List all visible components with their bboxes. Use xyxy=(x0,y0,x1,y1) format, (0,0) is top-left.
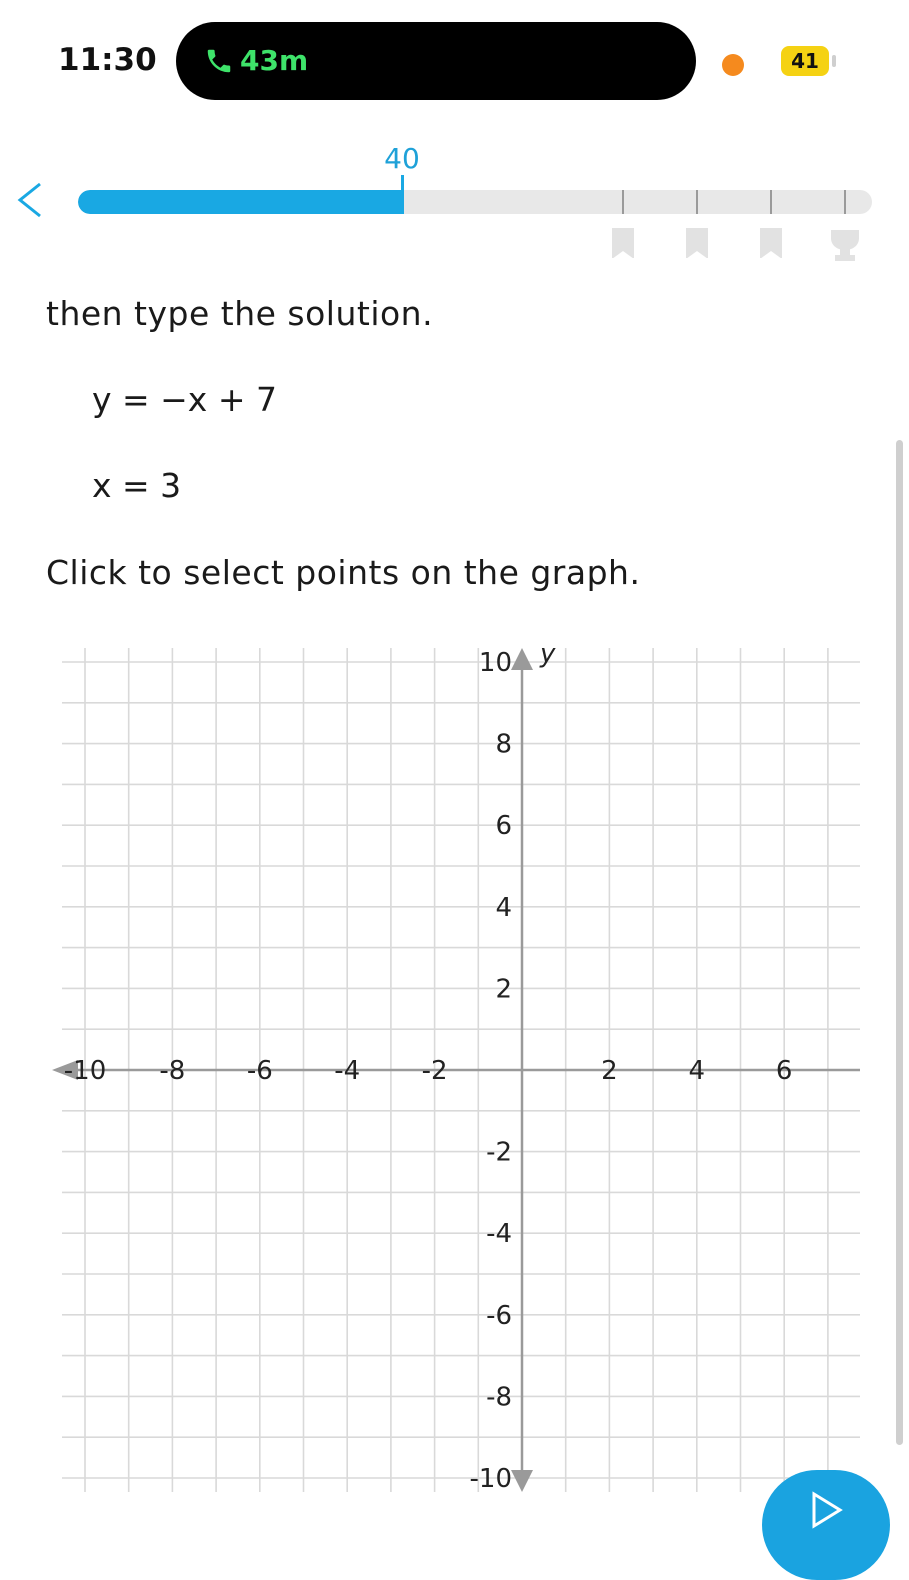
progress-milestone-tick xyxy=(622,190,624,214)
x-tick-label: -6 xyxy=(246,1056,273,1086)
coordinate-graph[interactable] xyxy=(0,600,909,1500)
battery-level: 41 xyxy=(781,46,829,76)
y-tick-label: 4 xyxy=(495,892,512,923)
y-axis-arrow-up xyxy=(511,648,533,670)
progress-count: 40 xyxy=(384,142,420,175)
y-tick-label: 2 xyxy=(495,974,512,1005)
x-tick-label: 4 xyxy=(688,1056,706,1086)
y-tick-label: -8 xyxy=(486,1382,512,1413)
phone-icon xyxy=(204,46,234,76)
progress-milestone-tick xyxy=(844,190,846,214)
bookmark-flag-icon xyxy=(612,228,634,258)
x-tick-label: -4 xyxy=(334,1056,361,1086)
equation-1: y = −x + 7 xyxy=(92,380,277,419)
progress-bar xyxy=(78,190,872,214)
privacy-indicator-dot xyxy=(722,54,744,76)
equation-2: x = 3 xyxy=(92,466,182,505)
x-tick-label: -2 xyxy=(421,1056,448,1086)
x-tick-label: -8 xyxy=(159,1056,186,1086)
y-tick-label: -10 xyxy=(469,1464,512,1494)
progress-milestone-tick xyxy=(770,190,772,214)
scrollbar[interactable] xyxy=(896,440,903,1445)
battery-nub xyxy=(832,55,836,67)
play-icon xyxy=(806,1490,846,1530)
x-tick-label: 6 xyxy=(775,1056,793,1086)
graph-instruction: Click to select points on the graph. xyxy=(46,553,641,592)
y-axis-label: y xyxy=(540,639,556,669)
instruction-text: then type the solution. xyxy=(46,294,434,333)
progress-marker xyxy=(401,175,404,213)
y-tick-label: -2 xyxy=(486,1137,512,1168)
y-tick-label: 6 xyxy=(495,811,512,842)
progress-milestone-tick xyxy=(696,190,698,214)
y-tick-label: -6 xyxy=(486,1300,512,1331)
progress-fill xyxy=(78,190,404,214)
y-tick-label: 10 xyxy=(478,648,512,678)
y-tick-label: 8 xyxy=(495,729,512,760)
x-tick-label: -10 xyxy=(63,1056,107,1086)
call-indicator-pill[interactable] xyxy=(176,22,696,100)
bookmark-flag-icon xyxy=(686,228,708,258)
trophy-icon xyxy=(828,226,862,262)
y-tick-label: -4 xyxy=(486,1219,512,1250)
status-time: 11:30 xyxy=(58,42,157,78)
y-axis-arrow-down xyxy=(511,1470,533,1492)
chevron-left-icon[interactable] xyxy=(10,180,50,220)
next-button[interactable] xyxy=(762,1470,890,1580)
bookmark-flag-icon xyxy=(760,228,782,258)
call-duration: 43m xyxy=(240,44,309,77)
x-tick-label: 2 xyxy=(601,1056,618,1086)
